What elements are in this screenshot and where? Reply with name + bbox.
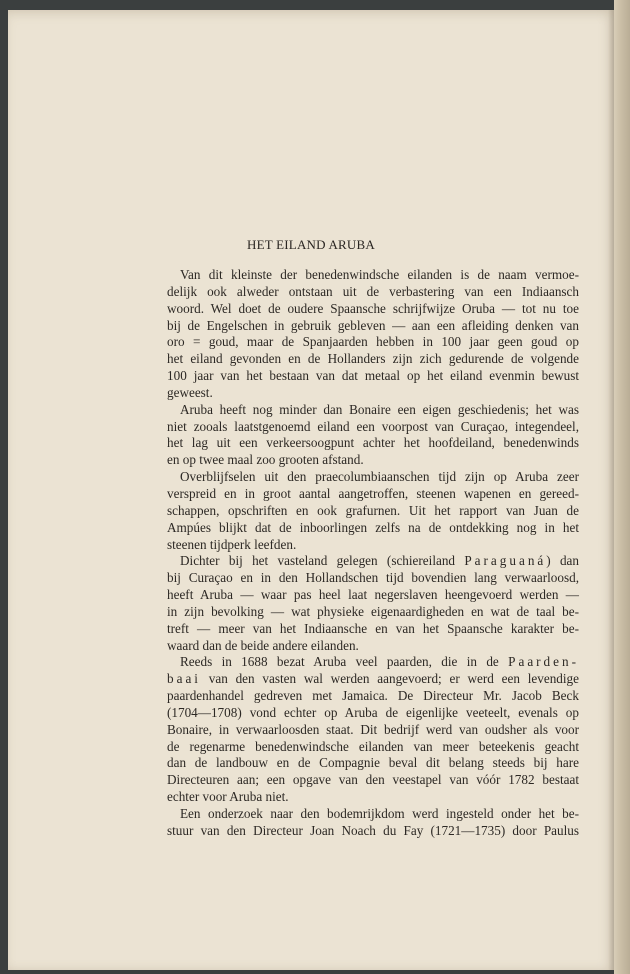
text-line: het eiland gevonden en de Hollanders zijn zich gedurende de volgende xyxy=(167,351,579,367)
text-segment: ) dan xyxy=(546,553,580,569)
text-line: 100 jaar van het bestaan van dat metaal op het eiland evenmin bewust xyxy=(167,368,579,384)
text-line: schappen, opschriften en ook grafurnen. Uit het rapport van Juan de xyxy=(167,502,579,518)
text-line: Bonaire, in verwaarloosden staat. Dit bedrijf werd van oudsher als voor xyxy=(167,721,579,737)
text-line: bij Curaçao en in den Hollandschen tijd bovendien lang verwaarloosd, xyxy=(167,570,579,586)
text-line: Aruba heeft nog minder dan Bonaire een eigen geschiedenis; het was xyxy=(180,401,579,417)
spaced-place-name: Paarden- xyxy=(508,654,579,670)
text-line: Ampúes blijkt dat de inboorlingen zelfs na de ontdekking nog in het xyxy=(167,519,579,535)
text-line xyxy=(167,654,579,671)
text-line: waard dan de beide andere eilanden. xyxy=(167,637,359,653)
text-line: en op twee maal zoo grooten afstand. xyxy=(167,452,364,468)
body-text xyxy=(167,267,579,840)
text-line: Een onderzoek naar den bodemrijkdom werd ingesteld onder het be- xyxy=(180,806,579,821)
text-line: Van dit kleinste der benedenwindsche eilanden is de naam vermoe- xyxy=(180,267,579,282)
text-line xyxy=(167,553,579,570)
page-title: HET EILAND ARUBA xyxy=(247,237,375,252)
book-page xyxy=(8,10,614,970)
text-line: steenen tijdperk leefden. xyxy=(167,536,297,552)
text-segment: Dichter bij het vasteland gelegen (schiereiland xyxy=(180,553,465,569)
text-line: dan de landbouw en de Compagnie beval dit belang steeds bij hare xyxy=(167,755,579,771)
text-line: echter voor Aruba niet. xyxy=(167,789,289,805)
text-line: woord. Wel doet de oudere Spaansche schrijfwijze Oruba — tot nu toe xyxy=(167,300,579,316)
text-line: Overblijfselen uit den praecolumbiaanschen tijd zijn op Aruba zeer xyxy=(180,469,579,485)
text-line: treft — meer van het Indiaansche en van het Spaansche karakter be- xyxy=(167,620,579,636)
text-line: stuur van den Directeur Joan Noach du Fay (1721—1735) door Paulus xyxy=(167,822,579,838)
text-line: heeft Aruba — waar pas heel laat negerslaven heengevoerd werden — xyxy=(167,587,579,603)
text-line: delijk ook alweder ontstaan uit de verbastering van een Indiaansch xyxy=(167,283,579,299)
text-line: geweest. xyxy=(167,384,213,400)
text-line: verspreid en in groot aantal aangetroffen, steenen wapenen en gereed- xyxy=(167,485,579,501)
text-line: Directeuren aan; een opgave van den veestapel van vóór 1782 bestaat xyxy=(167,772,579,788)
text-line: in zijn bevolking — wat physieke eigenaardigheden en wat de taal be- xyxy=(167,603,579,619)
text-line: de regenarme benedenwindsche eilanden van meer beteekenis geacht xyxy=(167,738,579,754)
text-line: paardenhandel gedreven met Jamaica. De Directeur Mr. Jacob Beck xyxy=(167,688,579,704)
text-segment: van den vasten wal werden aangevoerd; er werd een levendige xyxy=(200,671,579,687)
spaced-place-name: baai xyxy=(167,671,201,687)
text-line: (1704—1708) vond echter op Aruba de eigenlijke veeteelt, evenals op xyxy=(167,704,579,720)
text-line: het lag uit een verkeersoogpunt achter het hoofdeiland, benedenwinds xyxy=(167,435,579,451)
page-edge xyxy=(614,0,630,974)
text-line xyxy=(167,671,579,688)
text-segment: Reeds in 1688 bezat Aruba veel paarden, die in de xyxy=(180,654,509,670)
text-line: niet zooals laatstgenoemd eiland een voorpost van Curaçao, integendeel, xyxy=(167,418,579,434)
spaced-place-name: Paraguaná xyxy=(464,553,547,569)
text-line: bij de Engelschen in gebruik gebleven — aan een afleiding denken van xyxy=(167,317,579,333)
text-line: oro = goud, maar de Spanjaarden hebben in 100 jaar geen goud op xyxy=(167,334,579,350)
